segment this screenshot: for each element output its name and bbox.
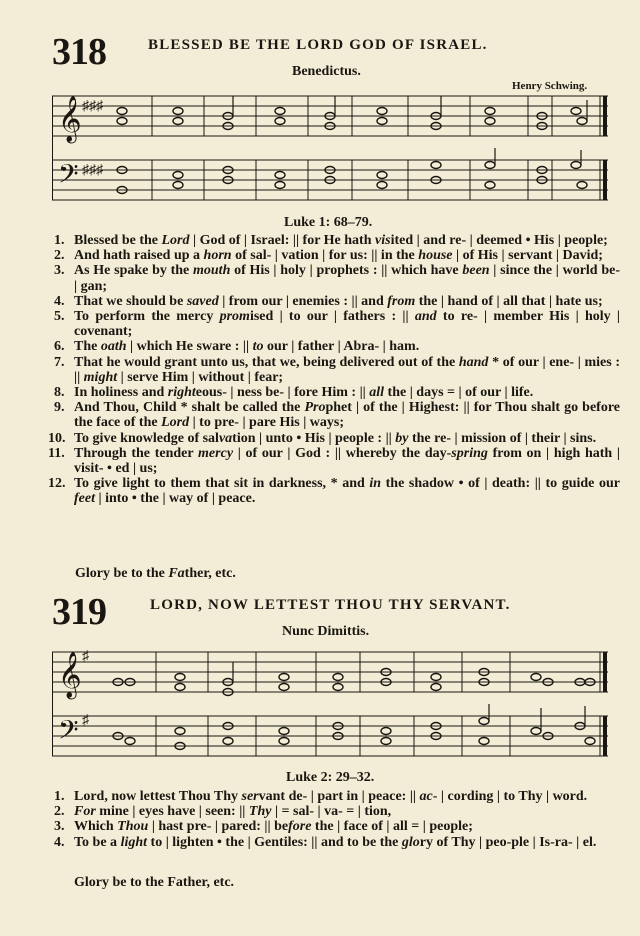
verses-319 [54,789,620,850]
verse-text: To be a light to | lighten • the | Gentiles: || and to be the glory of Thy | peo-ple | Is-ra- | el. [74,834,597,850]
verse-text: And hath raised up a horn of sal- | vation | for us: || in the house | of His | servant | David; [74,248,603,264]
music-score-318 [52,92,612,204]
verse-number: 7. [54,354,65,370]
verse [48,445,621,477]
verse-text: That he would grant unto us, that we, being delivered out of the hand * of our | ene- | mies : || might | serve Him | without | fear; [74,354,621,385]
verse-number: 4. [54,293,65,309]
verse-number: 8. [54,385,65,401]
verse [54,804,620,819]
verse-number: 10. [48,430,66,446]
verse-text: To perform the mercy promised | to our | fathers : || and to re- | member His | holy | covenant; [74,309,620,340]
hymn-subtitle-319: Nunc Dimittis. [282,624,370,639]
verse-number: 12. [48,476,66,492]
verse [54,835,620,850]
verse [54,385,620,400]
verse-number: 1. [54,789,65,804]
verse-number: 3. [54,819,65,835]
composer-318: Henry Schwing. [512,80,588,92]
svg-text:𝄞: 𝄞 [58,652,82,698]
verse-number: 9. [54,400,65,416]
svg-text:♯♯♯: ♯♯♯ [82,163,103,178]
verse [48,476,620,507]
verse-number: 3. [54,263,65,279]
verse-number: 5. [54,309,65,325]
svg-text:♯: ♯ [82,713,89,728]
verse [54,309,620,339]
verse-number: 1. [54,233,65,248]
scripture-reference-318: Luke 1: 68–79. [284,215,373,230]
svg-text:♯: ♯ [82,649,89,664]
hymn-number-319: 319 [52,591,106,633]
hymn-title-319: LORD, NOW LETTEST THOU THY SERVANT. [150,597,511,613]
verse [54,248,620,263]
verse-text: Through the tender mercy | of our | God : || whereby the day-spring from on | high hath | visit- • ed | us; [74,445,621,477]
svg-text:𝄢: 𝄢 [58,158,79,196]
hymn-title-318: BLESSED BE THE LORD GOD OF ISRAEL. [148,37,488,53]
music-score-319 [52,648,612,760]
verse [54,263,620,293]
verse [54,400,620,430]
verse-number: 6. [54,339,65,355]
gloria-319: Glory be to the Father, etc. [74,875,235,890]
verse [54,339,620,354]
verse-text: That we should be saved | from our | enemies : || and from the | hand of | all that | hate us; [74,293,603,309]
verse [54,294,620,309]
verses-318 [48,233,621,507]
verse [54,355,620,385]
verse-text: To give knowledge of salvation | unto • His | people : || by the re- | mission of | their | sins. [74,430,597,446]
verse-number: 4. [54,834,65,850]
verse [48,430,620,446]
svg-text:♯♯♯: ♯♯♯ [82,99,103,114]
verse-text: Which Thou | hast pre- | pared: || before the | face of | all = | people; [74,819,473,835]
verse-text: To give light to them that sit in darkness, * and in the shadow • of | death: || to guide our feet | into • the | way of | peace. [74,476,620,507]
verse-text: The oath | which He sware : || to our | father | Abra- | ham. [74,339,420,355]
svg-text:𝄞: 𝄞 [58,96,82,142]
svg-text:𝄢: 𝄢 [58,714,79,752]
verse [54,233,620,248]
verse-text: In holiness and righteous- | ness be- | fore Him : || all the | days = | of our | life. [74,385,534,401]
verse-number: 2. [54,804,65,820]
hymn-number-318: 318 [52,31,106,73]
verse-number: 2. [54,248,65,264]
verse [54,819,620,834]
verse-number: 11. [48,445,65,461]
verse-text: And Thou, Child * shalt be called the Prophet | of the | Highest: || for Thou shalt go before the face of the Lord | to pre- | pare His | ways; [74,400,621,431]
gloria-318: Glory be to the Father, etc. [75,566,236,581]
verse-text: Lord, now lettest Thou Thy servant de- | part in | peace: || ac- | cording | to Thy | word. [74,789,588,804]
hymn-subtitle-318: Benedictus. [292,64,361,79]
verse-text: For mine | eyes have | seen: || Thy | = sal- | va- = | tion, [74,804,392,820]
verse-text: As He spake by the mouth of His | holy | prophets : || which have been | since the | world be- | gan; [74,263,620,294]
scripture-reference-319: Luke 2: 29–32. [286,770,375,785]
verse-text: Blessed be the Lord | God of | Israel: || for He hath visited | and re- | deemed • His | people; [74,233,608,248]
verse [54,789,620,804]
